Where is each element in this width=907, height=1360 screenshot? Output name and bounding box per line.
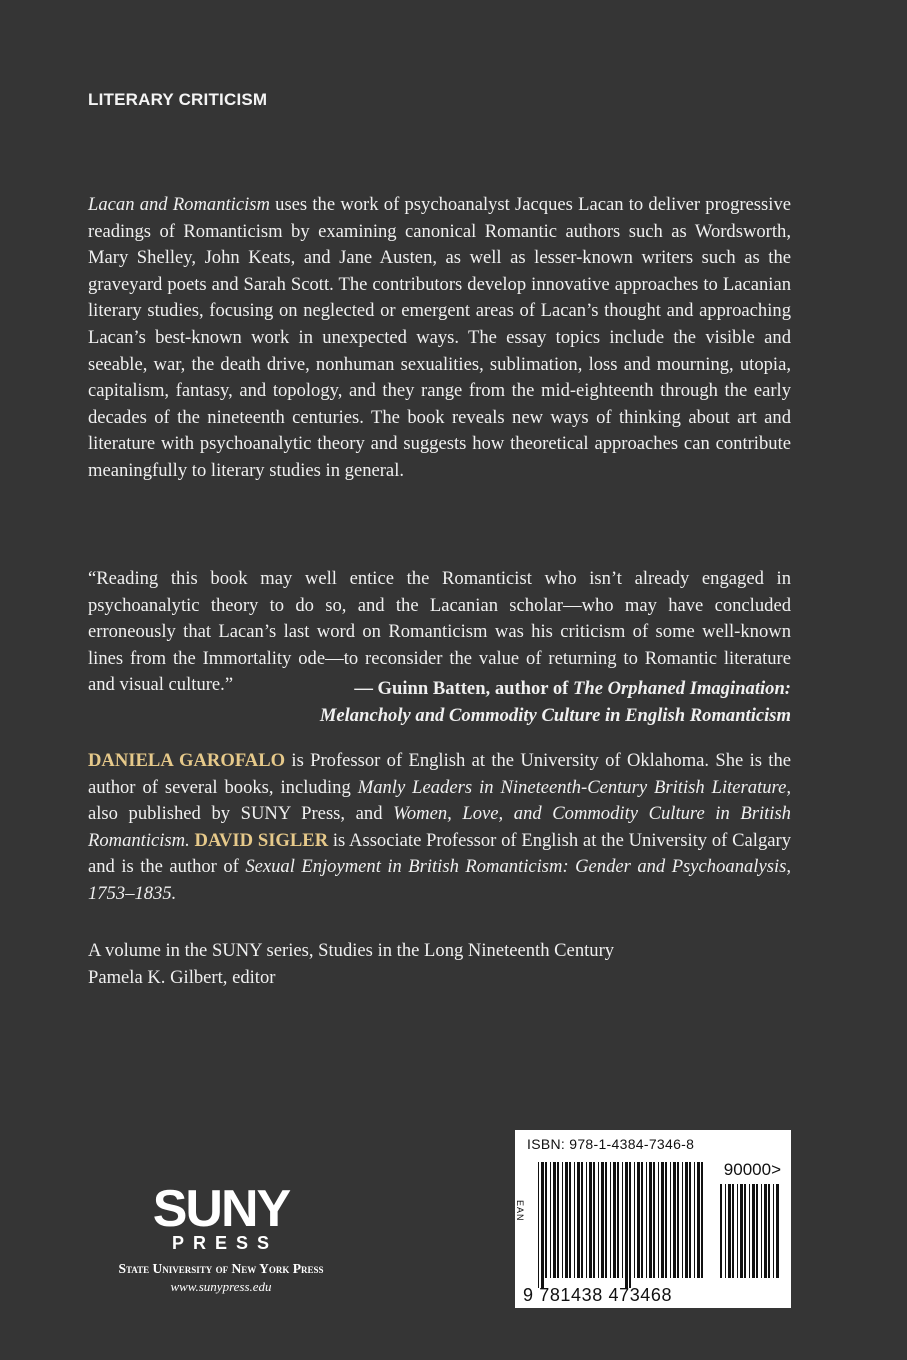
category-label: LITERARY CRITICISM bbox=[88, 90, 268, 109]
barcode-bar bbox=[569, 1162, 571, 1278]
barcode-bar bbox=[637, 1162, 640, 1278]
barcode-bar bbox=[761, 1184, 762, 1278]
publisher-name: State University of New York Press bbox=[118, 1261, 324, 1276]
barcode-bar bbox=[613, 1162, 616, 1278]
series-info bbox=[88, 938, 791, 991]
barcode-bar bbox=[562, 1162, 563, 1278]
barcode-bar bbox=[773, 1184, 774, 1278]
price-code: 90000> bbox=[723, 1160, 781, 1179]
barcode-bar bbox=[605, 1162, 607, 1278]
isbn-label: ISBN: 978-1-4384-7346-8 bbox=[527, 1136, 695, 1152]
barcode-bar bbox=[732, 1184, 734, 1278]
barcode-bar bbox=[577, 1162, 580, 1278]
barcode-bar bbox=[550, 1162, 551, 1278]
barcode-bar bbox=[744, 1184, 746, 1278]
barcode-bar bbox=[557, 1162, 559, 1278]
barcode-digits: 9 781438 473468 bbox=[523, 1285, 673, 1305]
barcode-bar bbox=[685, 1162, 688, 1278]
attribution-prefix: — Guinn Batten, author of bbox=[354, 678, 573, 699]
barcode-bar bbox=[697, 1162, 700, 1278]
barcode-box bbox=[515, 1130, 791, 1308]
barcode-bar bbox=[689, 1162, 691, 1278]
barcode-bar bbox=[682, 1162, 683, 1278]
author-bios bbox=[88, 748, 791, 908]
barcode-bar bbox=[749, 1184, 750, 1278]
author1-name: DANIELA GAROFALO bbox=[88, 750, 286, 771]
barcode-bar bbox=[776, 1184, 779, 1278]
barcode-bars-main bbox=[537, 1162, 707, 1288]
barcode-bar bbox=[720, 1184, 722, 1278]
barcode-bar bbox=[740, 1184, 743, 1278]
author1-text2: also published by SUNY Press, and bbox=[88, 803, 394, 825]
blurb-attribution bbox=[88, 676, 791, 729]
barcode-bar bbox=[694, 1162, 695, 1278]
barcode-bar bbox=[617, 1162, 619, 1278]
barcode-bar bbox=[601, 1162, 604, 1278]
author2-name: DAVID SIGLER bbox=[194, 829, 329, 851]
author1-book1: Manly Leaders in Nineteenth-Century British Literature, bbox=[357, 776, 791, 798]
author1-text1: is Professor of English at the University of Oklahoma. She is the author of several books, including bbox=[88, 750, 791, 798]
barcode-bar bbox=[589, 1162, 592, 1278]
barcode-bar bbox=[677, 1162, 679, 1278]
attribution-title-line1: The Orphaned Imagination: bbox=[573, 678, 791, 699]
publisher-logo bbox=[86, 1180, 356, 1295]
book-title: Lacan and Romanticism bbox=[88, 194, 270, 215]
barcode-bar bbox=[728, 1184, 731, 1278]
barcode-bar bbox=[653, 1162, 655, 1278]
barcode-bar bbox=[581, 1162, 583, 1278]
barcode-bar bbox=[764, 1184, 767, 1278]
barcode-bar bbox=[634, 1162, 635, 1278]
barcode-bar bbox=[701, 1162, 703, 1278]
author1-book2: Women, Love, and Commodity Culture in British Romanticism. bbox=[88, 803, 791, 851]
barcode-bar bbox=[670, 1162, 671, 1278]
barcode-bar bbox=[646, 1162, 647, 1278]
ean-label: EAN bbox=[515, 1200, 525, 1222]
barcode-bar bbox=[593, 1162, 595, 1278]
barcode-bars-price bbox=[719, 1184, 781, 1288]
barcode-bar bbox=[545, 1162, 547, 1278]
barcode-bar bbox=[622, 1162, 623, 1278]
barcode-bar bbox=[649, 1162, 652, 1278]
barcode-bar bbox=[598, 1162, 599, 1278]
barcode-bar bbox=[610, 1162, 611, 1278]
barcode-bar bbox=[553, 1162, 556, 1278]
barcode-bar bbox=[658, 1162, 659, 1278]
barcode-bar bbox=[661, 1162, 664, 1278]
barcode-bar bbox=[725, 1184, 726, 1278]
barcode-bar bbox=[538, 1162, 539, 1288]
barcode-bar bbox=[756, 1184, 758, 1278]
series-line2: Pamela K. Gilbert, editor bbox=[88, 966, 276, 988]
barcode-bar bbox=[752, 1184, 755, 1278]
blurb-quote: “Reading this book may well entice the Romanticist who isn’t already engaged in psychoanalytic theory to do so, and the Lacanian scholar—who may have concluded erroneously that Lacan’s last word on Romanticism was his criticism of some well-known lines from the Immortality ode—to reconsider the value of returning to Romantic literature and visual culture.” bbox=[88, 568, 791, 696]
logo-suny-text: SUNY bbox=[152, 1180, 290, 1238]
barcode-bar bbox=[586, 1162, 587, 1278]
description-paragraph bbox=[88, 192, 791, 485]
barcode-bar bbox=[673, 1162, 676, 1278]
author2-text: is Associate Professor of English at the University of Calgary and is the author of bbox=[88, 829, 791, 878]
barcode-bar bbox=[665, 1162, 667, 1278]
publisher-url: www.sunypress.edu bbox=[170, 1279, 272, 1294]
logo-press-text: PRESS bbox=[171, 1233, 279, 1253]
barcode-bar bbox=[574, 1162, 575, 1278]
barcode-bar bbox=[768, 1184, 770, 1278]
barcode-bar bbox=[629, 1162, 631, 1288]
description-text: uses the work of psychoanalyst Jacques Lacan to deliver progressive readings of Romanticism by examining canonical Romantic authors such as Wordsworth, Mary Shelley, John Keats, and Jane Austen, as well as lesser-known writers such as the graveyard poets and Sarah Scott. The contributors develop innovative approaches to Lacanian literary studies, focusing on neglected or emergent areas of Lacan’s thought and approaching Lacan’s best-known work in unexpected ways. The essay topics include the visible and seeable, war, the death drive, nonhuman sexualities, sublimation, loss and mourning, utopia, capitalism, fantasy, and topology, and they range from the mid-eighteenth through the early decades of the nineteenth centuries. The book reveals new ways of thinking about art and literature with psychoanalytic theory and suggests how theoretical approaches can contribute meaningfully to literary studies in general. bbox=[88, 194, 791, 481]
barcode-bar bbox=[541, 1162, 544, 1288]
barcode-bar bbox=[565, 1162, 568, 1278]
attribution-title-line2: Melancholy and Commodity Culture in English Romanticism bbox=[319, 704, 791, 726]
series-line1: A volume in the SUNY series, Studies in the Long Nineteenth Century bbox=[88, 940, 615, 961]
barcode-bar bbox=[737, 1184, 738, 1278]
barcode-bar bbox=[625, 1162, 628, 1288]
barcode-bar bbox=[641, 1162, 643, 1278]
author2-book: Sexual Enjoyment in British Romanticism: Gender and Psychoanalysis, 1753–1835. bbox=[88, 856, 791, 904]
